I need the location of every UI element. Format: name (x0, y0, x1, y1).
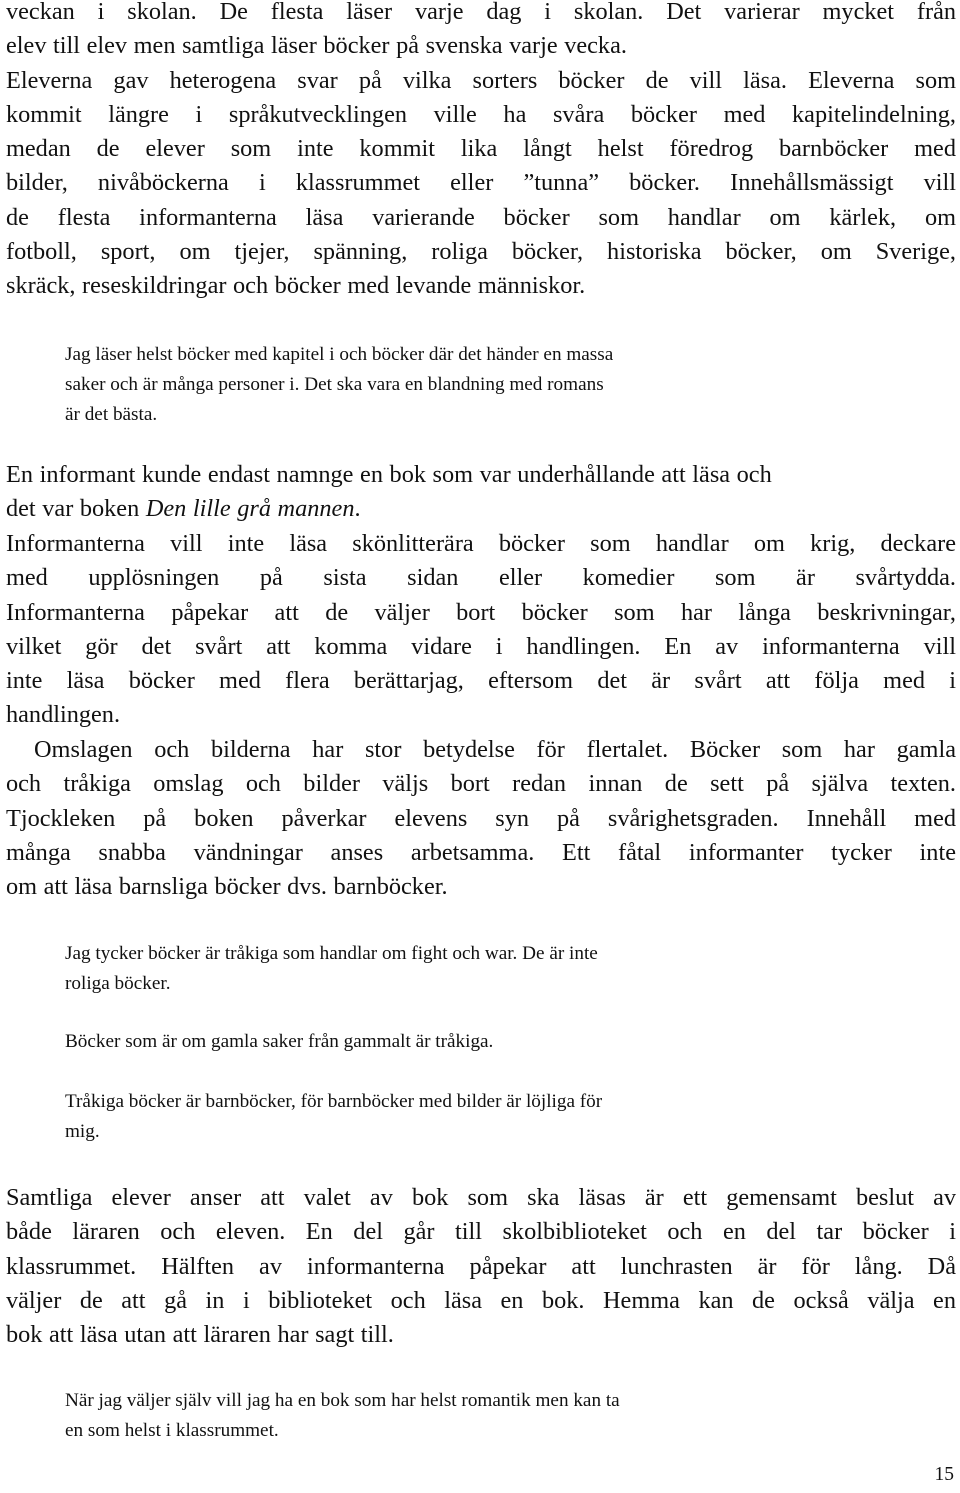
text-line: Tjockleken på boken påverkar elevens syn på svårighetsgraden. Innehåll med (6, 804, 956, 832)
text-line: de flesta informanterna läsa varierande böcker som handlar om kärlek, om (6, 203, 956, 231)
text-line: Eleverna gav heterogena svar på vilka sorters böcker de vill läsa. Eleverna som (6, 66, 956, 94)
quote-line: Jag tycker böcker är tråkiga som handlar om fight och war. De är inte (65, 943, 598, 964)
block-quote-5 (65, 1386, 813, 1446)
text-line: många snabba vändningar anses arbetsamma. Ett fåtal informanter tycker inte (6, 838, 956, 866)
text-line: om att läsa barnsliga böcker dvs. barnböcker. (6, 873, 448, 901)
text-line: klassrummet. Hälften av informanterna påpekar att lunchrasten är för lång. Då (6, 1252, 956, 1280)
text-line: elev till elev men samtliga läser böcker på svenska varje vecka. (6, 32, 627, 60)
body-paragraph-4 (6, 733, 956, 904)
text-line: skräck, reseskildringar och böcker med levande människor. (6, 272, 586, 300)
quote-line: mig. (65, 1121, 100, 1143)
quote-line: är det bästa. (65, 404, 158, 426)
text-fragment: Omslagen och bilderna har stor betydelse för flertalet. Böcker som har gamla (34, 736, 956, 763)
block-quote-1 (65, 340, 813, 431)
text-line (6, 492, 956, 526)
body-paragraph-5 (6, 1181, 956, 1352)
body-paragraph-2 (6, 458, 956, 527)
body-paragraph-3 (6, 527, 956, 733)
body-paragraph-1 (6, 0, 956, 304)
block-quote-3 (65, 1027, 813, 1057)
text-line: och tråkiga omslag och bilder väljs bort redan innan de sett på själva texten. (6, 770, 956, 798)
text-line: bilder, nivåböckerna i klassrummet eller ”tunna” böcker. Innehållsmässigt vill (6, 169, 956, 197)
text-line: handlingen. (6, 701, 121, 729)
text-line: Informanterna påpekar att de väljer bort böcker som har långa beskrivningar, (6, 598, 956, 626)
quote-line: en som helst i klassrummet. (65, 1420, 279, 1442)
text-line: En informant kunde endast namnge en bok som var underhållande att läsa och (6, 461, 772, 488)
text-line: medan de elever som inte kommit lika långt helst föredrog barnböcker med (6, 135, 956, 163)
quote-line: roliga böcker. (65, 973, 171, 995)
text-line: Informanterna vill inte läsa skönlitterära böcker som handlar om krig, deckare (6, 530, 956, 557)
text-line: vilket gör det svårt att komma vidare i handlingen. En av informanterna vill (6, 632, 956, 660)
text-line: Samtliga elever anser att valet av bok som ska läsas är ett gemensamt beslut av (6, 1184, 956, 1211)
text-line (6, 733, 956, 767)
text-fragment: . (354, 495, 361, 523)
quote-line: Jag läser helst böcker med kapitel i och böcker där det händer en massa (65, 344, 614, 365)
text-line: inte läsa böcker med flera berättarjag, eftersom det är svårt att följa med i (6, 667, 956, 695)
text-line: väljer de att gå in i biblioteket och läsa en bok. Hemma kan de också välja en (6, 1286, 956, 1314)
text-line: med upplösningen på sista sidan eller komedier som är svårtydda. (6, 564, 956, 592)
quote-line: Böcker som är om gamla saker från gammalt är tråkiga. (65, 1031, 494, 1052)
text-line: kommit längre i språkutvecklingen ville ha svåra böcker med kapitelindelning, (6, 100, 956, 128)
block-quote-2 (65, 939, 813, 999)
book-title: Den lille grå mannen (145, 495, 355, 523)
quote-line: När jag väljer själv vill jag ha en bok som har helst romantik men kan ta (65, 1390, 620, 1411)
text-line: både läraren och eleven. En del går till skolbiblioteket och en del tar böcker i (6, 1218, 956, 1246)
quote-line: Tråkiga böcker är barnböcker, för barnböcker med bilder är löjliga för (65, 1091, 603, 1112)
text-line: veckan i skolan. De flesta läser varje dag i skolan. Det varierar mycket från (6, 0, 956, 25)
page-number: 15 (934, 1464, 954, 1485)
text-line: bok att läsa utan att läraren har sagt till. (6, 1321, 394, 1349)
block-quote-4 (65, 1087, 813, 1147)
text-fragment: det var boken (6, 495, 146, 523)
quote-line: saker och är många personer i. Det ska vara en blandning med romans (65, 374, 604, 396)
text-line: fotboll, sport, om tjejer, spänning, roliga böcker, historiska böcker, om Sverige, (6, 238, 956, 266)
